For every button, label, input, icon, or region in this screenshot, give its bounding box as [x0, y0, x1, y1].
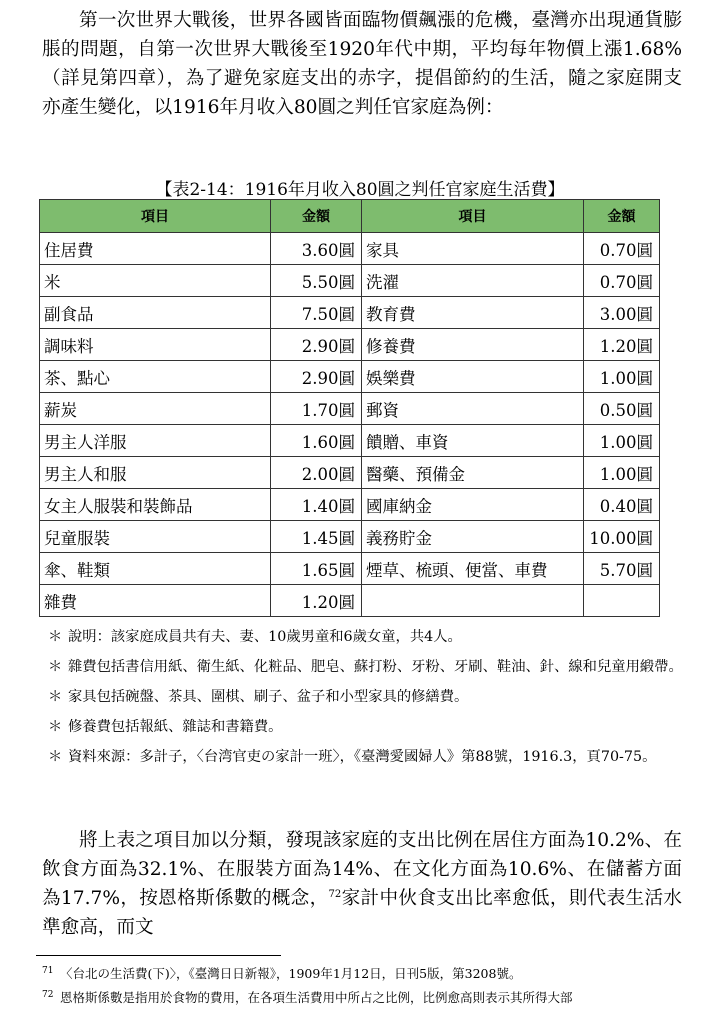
footnote-number: 71	[42, 966, 54, 976]
amount-cell: 1.00圓	[584, 457, 660, 489]
table-row	[40, 521, 660, 553]
amount-cell: 1.45圓	[271, 521, 362, 553]
footnote-divider	[36, 955, 281, 956]
amount-cell: 0.70圓	[584, 233, 660, 265]
note-text: 資料來源：多計子，〈台湾官吏の家計一班〉，《臺灣愛國婦人》第88號，1916.3，頁70-75。	[68, 749, 657, 765]
table-row	[40, 489, 660, 521]
amount-cell: 1.00圓	[584, 361, 660, 393]
footnote-71	[42, 962, 692, 986]
note-marker: ＊	[48, 659, 63, 675]
column-header-amount: 金額	[271, 200, 362, 233]
column-header-item: 項目	[362, 200, 584, 233]
item-cell: 副食品	[40, 297, 271, 329]
table-row	[40, 329, 660, 361]
amount-cell: 1.20圓	[271, 585, 362, 617]
note-marker: ＊	[48, 719, 63, 735]
column-header-amount: 金額	[584, 200, 660, 233]
amount-cell: 2.00圓	[271, 457, 362, 489]
intro-paragraph: 第一次世界大戰後，世界各國皆面臨物價飆漲的危機，臺灣亦出現通貨膨脹的問題，自第一次世界大戰後至1920年代中期，平均每年物價上漲1.68%（詳見第四章），為了避免家庭支出的赤字，提倡節約的生活，隨之家庭開支亦產生變化，以1916年月收入80圓之判任官家庭為例：	[42, 10, 682, 118]
table-header-row	[40, 200, 660, 233]
amount-cell: 1.70圓	[271, 393, 362, 425]
table-note	[44, 652, 694, 682]
item-cell: 女主人服裝和裝飾品	[40, 489, 271, 521]
item-cell: 修養費	[362, 329, 584, 361]
item-cell: 娛樂費	[362, 361, 584, 393]
analysis-paragraph	[42, 826, 682, 942]
item-cell: 調味料	[40, 329, 271, 361]
table-row	[40, 585, 660, 617]
item-cell: 國庫納金	[362, 489, 584, 521]
item-cell: 男主人洋服	[40, 425, 271, 457]
item-cell: 薪炭	[40, 393, 271, 425]
item-cell: 家具	[362, 233, 584, 265]
note-text: 家具包括碗盤、茶具、圍棋、刷子、盆子和小型家具的修繕費。	[68, 689, 469, 705]
amount-cell: 3.60圓	[271, 233, 362, 265]
footnote-72	[42, 986, 692, 1010]
amount-cell: 1.20圓	[584, 329, 660, 361]
item-cell: 兒童服裝	[40, 521, 271, 553]
column-header-item: 項目	[40, 200, 271, 233]
item-cell: 郵資	[362, 393, 584, 425]
table-row	[40, 361, 660, 393]
item-cell: 教育費	[362, 297, 584, 329]
table-notes	[44, 622, 694, 772]
item-cell: 洗濯	[362, 265, 584, 297]
table-row	[40, 393, 660, 425]
item-cell: 煙草、梳頭、便當、車費	[362, 553, 584, 585]
table-note	[44, 742, 694, 772]
item-cell: 雜費	[40, 585, 271, 617]
amount-cell: 1.65圓	[271, 553, 362, 585]
note-text: 雜費包括書信用紙、衛生紙、化粧品、肥皂、蘇打粉、牙粉、牙刷、鞋油、針、線和兒童用緞帶。	[68, 659, 683, 675]
item-cell: 醫藥、預備金	[362, 457, 584, 489]
table-row	[40, 265, 660, 297]
note-marker: ＊	[48, 749, 63, 765]
amount-cell: 1.60圓	[271, 425, 362, 457]
footnote-number: 72	[42, 990, 54, 1000]
table-row	[40, 297, 660, 329]
amount-cell: 1.00圓	[584, 425, 660, 457]
item-cell: 米	[40, 265, 271, 297]
note-text: 說明：該家庭成員共有夫、妻、10歲男童和6歲女童，共4人。	[68, 629, 462, 645]
analysis-text-continued: 家計中伙食支出比率愈低，則代表生活水準愈高，而文	[42, 888, 682, 938]
item-cell: 住居費	[40, 233, 271, 265]
footnotes	[42, 962, 692, 1010]
item-cell: 義務貯金	[362, 521, 584, 553]
table-note	[44, 712, 694, 742]
footnote-text: 恩格斯係數是指用於食物的費用，在各項生活費用中所占之比例，比例愈高則表示其所得大部	[60, 990, 573, 1005]
amount-cell: 0.40圓	[584, 489, 660, 521]
item-cell: 男主人和服	[40, 457, 271, 489]
note-marker: ＊	[48, 629, 63, 645]
note-marker: ＊	[48, 689, 63, 705]
table-caption: 【表2-14：1916年月收入80圓之判任官家庭生活費】	[155, 180, 565, 200]
amount-cell: 0.50圓	[584, 393, 660, 425]
amount-cell: 2.90圓	[271, 361, 362, 393]
footnote-ref-72[interactable]: 72	[328, 888, 342, 900]
note-text: 修養費包括報紙、雜誌和書籍費。	[68, 719, 283, 735]
table-note	[44, 682, 694, 712]
item-cell	[362, 585, 584, 617]
amount-cell: 2.90圓	[271, 329, 362, 361]
table-row	[40, 553, 660, 585]
table-row	[40, 425, 660, 457]
expense-table	[39, 199, 660, 617]
amount-cell: 3.00圓	[584, 297, 660, 329]
item-cell: 饋贈、車資	[362, 425, 584, 457]
item-cell: 傘、鞋類	[40, 553, 271, 585]
analysis-text: 將上表之項目加以分類，發現該家庭的支出比例在居住方面為10.2%、在飲食方面為32.1%、在服裝方面為14%、在文化方面為10.6%、在儲蓄方面為17.7%，按恩格斯係數的概念，	[42, 830, 682, 909]
amount-cell: 10.00圓	[584, 521, 660, 553]
amount-cell: 1.40圓	[271, 489, 362, 521]
amount-cell: 7.50圓	[271, 297, 362, 329]
amount-cell: 5.70圓	[584, 553, 660, 585]
amount-cell: 0.70圓	[584, 265, 660, 297]
footnote-text: 〈台北の生活費(下)〉，《臺灣日日新報》，1909年1月12日，日刊5版，第3208號。	[60, 966, 522, 981]
table-row	[40, 457, 660, 489]
table-row	[40, 233, 660, 265]
table-note	[44, 622, 694, 652]
item-cell: 茶、點心	[40, 361, 271, 393]
amount-cell: 5.50圓	[271, 265, 362, 297]
amount-cell	[584, 585, 660, 617]
